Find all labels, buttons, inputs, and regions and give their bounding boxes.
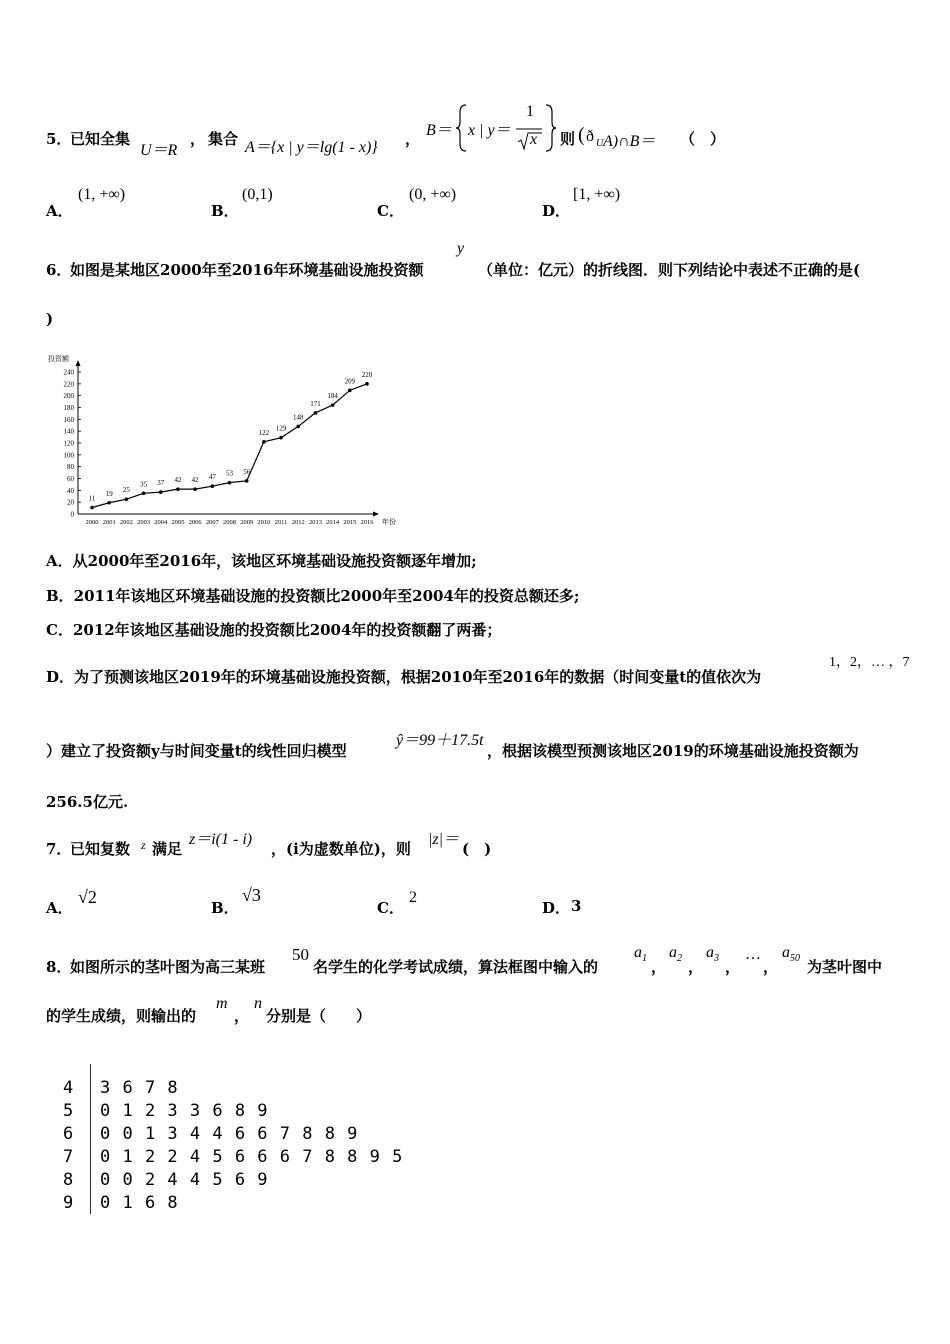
stem-leaf-row: 9 0 1 6 8 xyxy=(63,1193,179,1213)
y-tick-label: 120 xyxy=(63,439,74,448)
q8-var-m: m xyxy=(216,995,228,1012)
data-label: 25 xyxy=(122,486,130,495)
x-tick-label: 2001 xyxy=(102,519,116,526)
x-axis-label: 年份 xyxy=(382,518,396,526)
y-tick-label: 160 xyxy=(63,415,74,424)
series-line xyxy=(92,384,367,508)
data-label: 42 xyxy=(191,476,199,485)
q8-a2: $a_2$ xyxy=(669,944,682,965)
q6-option-d-part2: ）建立了投资额y与时间变量t的线性回归模型 xyxy=(46,742,347,760)
data-label: 47 xyxy=(208,473,216,482)
q7-modulus: |z|＝ xyxy=(428,831,460,848)
data-label: 35 xyxy=(140,480,148,489)
y-tick-label: 180 xyxy=(63,404,74,412)
q5-u-expr: U＝R xyxy=(140,142,178,159)
x-tick-label: 2007 xyxy=(205,519,219,526)
q7-option-a-label: A． xyxy=(46,899,73,917)
q6-option-b: B．2011年该地区环境基础设施的投资额比2000年至2004年的投资总额还多; xyxy=(46,587,580,605)
x-tick-label: 2003 xyxy=(137,519,151,526)
stem-leaf-row: 4 3 6 7 8 xyxy=(63,1078,179,1098)
q5-complement-symbol: ð xyxy=(586,128,594,145)
x-tick-label: 2008 xyxy=(223,519,236,526)
y-tick-label: 220 xyxy=(63,380,74,389)
data-point xyxy=(314,411,318,415)
q7-stem-c: ，(i为虚数单位)，则 xyxy=(271,840,411,858)
data-point xyxy=(176,487,180,491)
q8-stem-a: 如图所示的茎叶图为高三某班 xyxy=(70,958,266,976)
q8-sep-3: ， xyxy=(725,958,741,976)
q6-option-d-part3: ，根据该模型预测该地区2019的环境基础设施投资额为 xyxy=(487,742,859,760)
x-axis-arrow xyxy=(373,512,379,517)
q8-a3: $a_3$ xyxy=(706,944,719,965)
q5-comma1: ， xyxy=(190,130,206,148)
x-tick-label: 2002 xyxy=(119,519,133,526)
q5-stem-b: 集合 xyxy=(208,130,239,148)
q6-option-d-sequence: 1，2，… ，7 xyxy=(829,655,910,670)
q7-option-b-value: √3 xyxy=(242,885,261,905)
q5-paren: （ ） xyxy=(680,130,726,148)
q6-stem-c: ) xyxy=(46,310,54,328)
q8-stem-b: 名学生的化学考试成绩，算法框图中输入的 xyxy=(313,958,599,976)
q6-var-y: y xyxy=(457,240,465,257)
data-point xyxy=(125,497,129,501)
y-axis-label: 投资额 xyxy=(48,355,69,363)
q8-number: 8． xyxy=(46,958,72,976)
data-label: 209 xyxy=(344,377,356,386)
q7-number: 7． xyxy=(46,840,72,858)
y-axis-arrow xyxy=(76,360,81,366)
q7-option-c-label: C． xyxy=(377,899,404,917)
stem-leaf-divider xyxy=(90,1064,91,1214)
q8-stem-d: 的学生成绩，则输出的 xyxy=(46,1007,197,1025)
q5-set-b-prefix: B＝ xyxy=(426,122,452,139)
q5-set-b-numerator: 1 xyxy=(526,103,534,120)
x-tick-label: 2004 xyxy=(154,519,168,526)
q8-a1: $a_1$ xyxy=(634,944,647,965)
stem-leaf-row: 8 0 0 2 4 4 5 6 9 xyxy=(63,1170,269,1190)
q6-option-d-model: ŷ＝99＋17.5t xyxy=(396,732,484,749)
q8-sep-5: ， xyxy=(234,1007,250,1025)
q8-sep-4: ， xyxy=(763,958,779,976)
data-point xyxy=(211,484,215,488)
q5-comma2: ， xyxy=(405,130,421,148)
data-point xyxy=(142,491,146,495)
q6-stem-b: （单位：亿元）的折线图．则下列结论中表述不正确的是( xyxy=(478,261,861,279)
data-point xyxy=(159,490,163,494)
y-tick-label: 80 xyxy=(67,463,74,472)
data-label: 42 xyxy=(174,476,182,485)
q5-then: 则 xyxy=(560,130,576,148)
data-label: 220 xyxy=(361,370,373,379)
x-tick-label: 2015 xyxy=(343,519,357,526)
q8-var-n: n xyxy=(254,995,262,1012)
data-point xyxy=(107,501,111,505)
x-tick-label: 2000 xyxy=(85,519,99,526)
stem-leaf-row: 6 0 0 1 3 4 4 6 6 7 8 8 9 xyxy=(63,1124,359,1144)
q5-option-d-label: D． xyxy=(542,202,571,220)
q7-expression: z＝i(1 - i) xyxy=(189,831,253,848)
y-tick-label: 60 xyxy=(67,475,74,483)
q5-option-c-label: C． xyxy=(377,202,404,220)
q5-set-a: A＝{x | y＝lg(1 - x)} xyxy=(245,139,378,156)
q5-complement-rest: A)∩B＝ xyxy=(603,133,656,150)
data-point xyxy=(296,425,300,429)
q6-option-a: A．从2000年至2016年，该地区环境基础设施投资额逐年增加; xyxy=(46,552,477,570)
x-tick-label: 2006 xyxy=(188,519,202,526)
stem-leaf-row: 7 0 1 2 2 4 5 6 6 6 7 8 8 9 5 xyxy=(63,1147,404,1167)
q6-stem-a: 如图是某地区2000年至2016年环境基础设施投资额 xyxy=(70,261,424,279)
data-point xyxy=(90,506,94,510)
data-label: 148 xyxy=(293,413,304,422)
y-tick-label: 20 xyxy=(67,498,74,507)
data-label: 37 xyxy=(157,479,165,488)
q5-option-b-label: B． xyxy=(211,202,239,220)
x-tick-label: 2014 xyxy=(326,519,340,526)
q5-option-d-value: [1, +∞) xyxy=(573,186,621,203)
q7-paren: ( ) xyxy=(462,840,492,858)
stem-leaf-row: 5 0 1 2 3 3 6 8 9 xyxy=(63,1101,269,1121)
data-point xyxy=(279,436,283,440)
data-point xyxy=(348,389,352,393)
q8-dots: … xyxy=(745,946,761,963)
q8-sep-1: ， xyxy=(651,958,667,976)
q5-option-a-value: (1, +∞) xyxy=(78,186,126,203)
q6-option-c: C．2012年该地区基础设施的投资额比2004年的投资额翻了两番； xyxy=(46,621,502,639)
x-tick-label: 2011 xyxy=(274,519,288,526)
q6-number: 6． xyxy=(46,261,72,279)
q8-sep-2: ， xyxy=(688,958,704,976)
q5-number: 5． xyxy=(46,130,72,148)
q5-set-b-denominator: x xyxy=(530,131,538,148)
q6-option-d-part4: 256.5亿元. xyxy=(46,793,129,811)
q7-option-d-label: D． xyxy=(542,899,571,917)
y-tick-label: 100 xyxy=(63,451,74,460)
q5-option-b-value: (0,1) xyxy=(242,186,273,203)
data-label: 171 xyxy=(310,399,321,408)
x-tick-label: 2010 xyxy=(257,519,271,526)
q7-stem-b: 满足 xyxy=(152,840,183,858)
data-label: 53 xyxy=(226,469,233,478)
data-label: 122 xyxy=(258,428,270,437)
q8-a50: $a_{50}$ xyxy=(782,944,800,965)
q7-var-z: z xyxy=(141,838,146,852)
data-point xyxy=(262,440,266,444)
x-tick-label: 2012 xyxy=(291,519,305,526)
data-label: 56 xyxy=(243,467,251,476)
q5-option-c-value: (0, +∞) xyxy=(409,186,457,203)
data-point xyxy=(228,481,232,485)
y-tick-label: 200 xyxy=(63,392,74,401)
q7-option-b-label: B． xyxy=(211,899,239,917)
data-point xyxy=(193,487,197,491)
x-tick-label: 2009 xyxy=(240,519,254,526)
data-point xyxy=(245,479,249,483)
q5-complement-sub: U xyxy=(596,138,604,149)
q6-option-d-part1: D．为了预测该地区2019年的环境基础设施投资额，根据2010年至2016年的数据（时间变量t的值依次为 xyxy=(46,668,762,686)
q5-set-b-inner: x | y＝ xyxy=(468,122,511,139)
data-point xyxy=(365,382,369,386)
q7-option-c-value: 2 xyxy=(409,889,417,906)
q5-option-a-label: A． xyxy=(46,202,73,220)
investment-line-chart xyxy=(42,350,402,530)
x-tick-label: 2016 xyxy=(360,519,374,526)
q5-stem-a: 已知全集 xyxy=(70,130,131,148)
data-label: 19 xyxy=(105,489,113,498)
y-tick-label: 0 xyxy=(70,510,74,519)
y-tick-label: 140 xyxy=(63,427,74,436)
data-label: 184 xyxy=(327,392,338,401)
q7-stem-a: 已知复数 xyxy=(70,840,131,858)
q7-option-d-value: 3 xyxy=(571,897,582,915)
data-label: 11 xyxy=(88,494,96,503)
q7-option-a-value: √2 xyxy=(78,887,97,907)
q5-complement-open: ( xyxy=(578,124,585,146)
q8-stem-e: 分别是（ ） xyxy=(266,1007,372,1025)
data-label: 129 xyxy=(275,424,287,433)
y-tick-label: 40 xyxy=(67,486,74,495)
data-point xyxy=(331,403,335,407)
q8-n50: 50 xyxy=(292,945,309,964)
q8-stem-c: 为茎叶图中 xyxy=(807,958,883,976)
x-tick-label: 2005 xyxy=(171,519,185,526)
x-tick-label: 2013 xyxy=(308,519,322,526)
y-tick-label: 240 xyxy=(63,368,74,377)
